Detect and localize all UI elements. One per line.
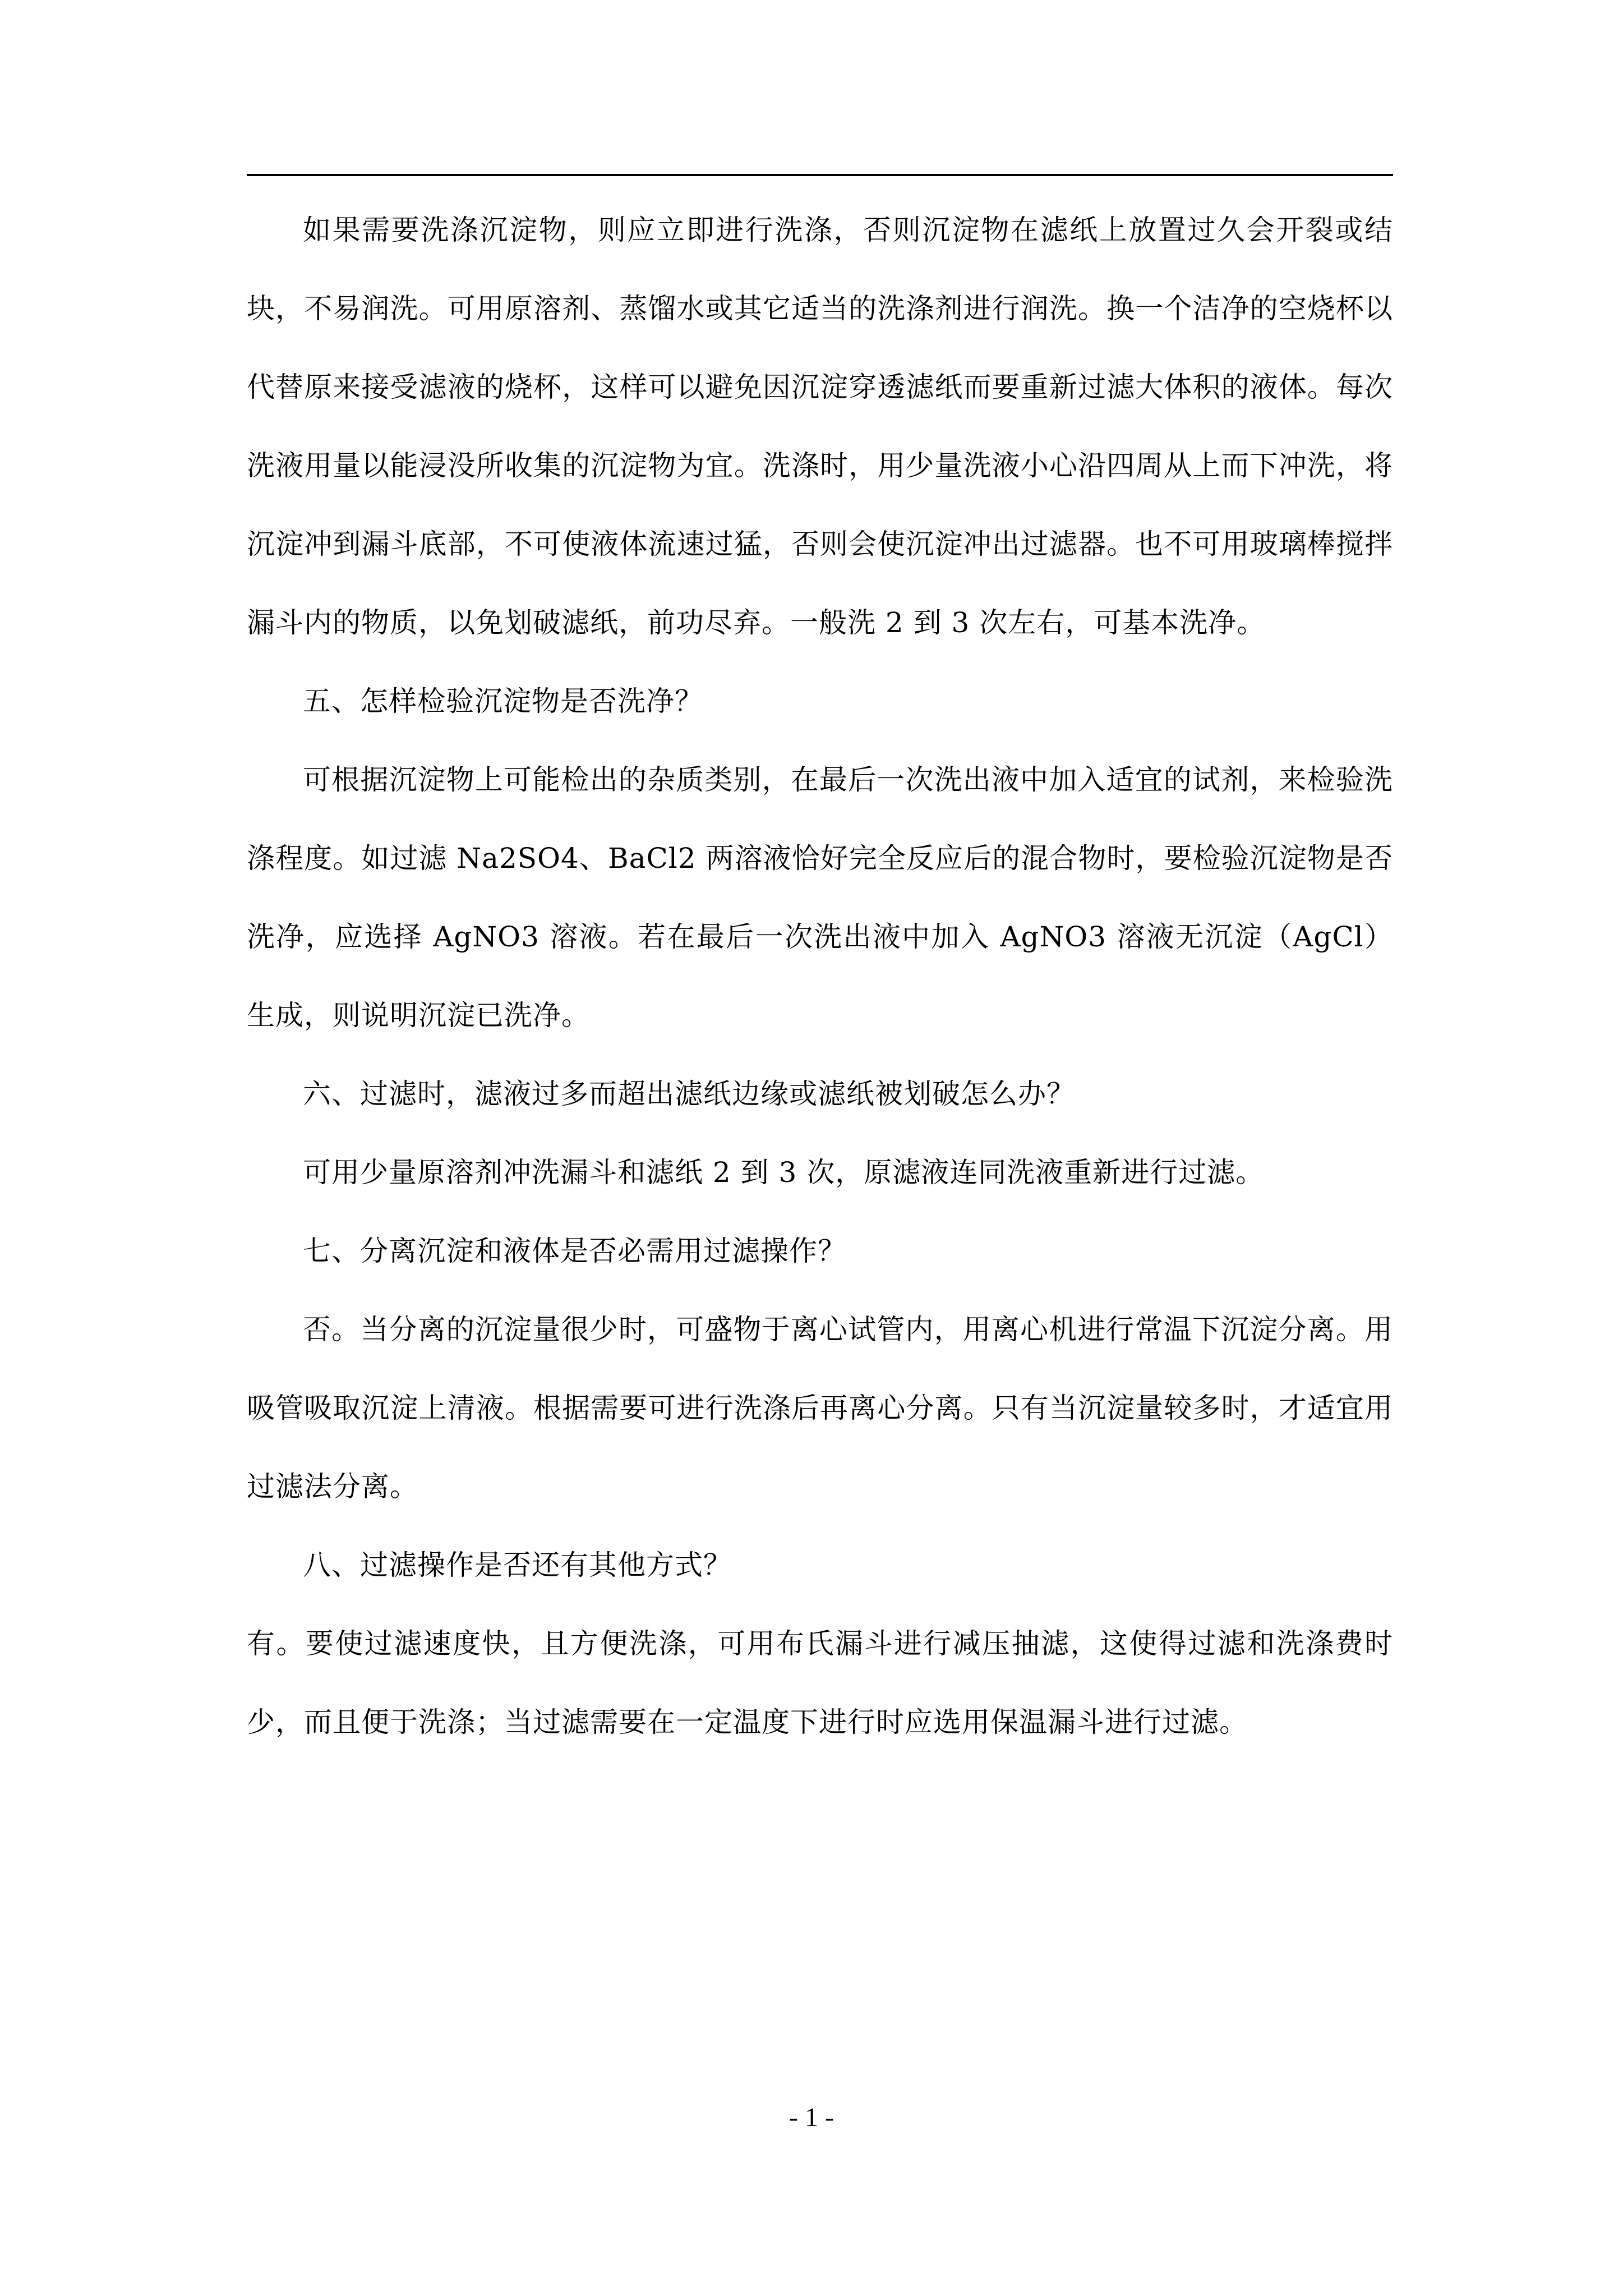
paragraph-answer-6: 可用少量原溶剂冲洗漏斗和滤纸 2 到 3 次，原滤液连同洗液重新进行过滤。	[303, 1156, 1265, 1189]
question-heading-6: 六、过滤时，滤液过多而超出滤纸边缘或滤纸被划破怎么办？	[303, 1078, 1075, 1110]
document-body	[247, 191, 1393, 1761]
paragraph-washing-precipitate: 如果需要洗涤沉淀物，则应立即进行洗涤，否则沉淀物在滤纸上放置过久会开裂或结块，不易润洗。可用原溶剂、蒸馏水或其它适当的洗涤剂进行润洗。换一个洁净的空烧杯以代替原来接受滤液的烧杯，这样可以避免因沉淀穿透滤纸而要重新过滤大体积的液体。每次洗液用量以能浸没所收集的沉淀物为宜。洗涤时，用少量洗液小心沿四周从上而下冲洗，将沉淀冲到漏斗底部，不可使液体流速过猛，否则会使沉淀冲出过滤器。也不可用玻璃棒搅拌漏斗内的物质，以免划破滤纸，前功尽弃。一般洗 2 到 3 次左右，可基本洗净。	[247, 214, 1393, 639]
paragraph-answer-8: 有。要使过滤速度快，且方便洗涤，可用布氏漏斗进行减压抽滤，这使得过滤和洗涤费时少，而且便于洗涤；当过滤需要在一定温度下进行时应选用保温漏斗进行过滤。	[247, 1627, 1393, 1738]
paragraph-answer-5: 可根据沉淀物上可能检出的杂质类别，在最后一次洗出液中加入适宜的试剂，来检验洗涤程度。如过滤 Na2SO4、BaCl2 两溶液恰好完全反应后的混合物时，要检验沉淀物是否洗净，应选择 AgNO3 溶液。若在最后一次洗出液中加入 AgNO3 溶液无沉淀（AgCl）生成，则说明沉淀已洗净。	[247, 763, 1393, 1032]
header-rule	[247, 174, 1393, 176]
question-heading-7: 七、分离沉淀和液体是否必需用过滤操作？	[303, 1235, 846, 1267]
paragraph-answer-7: 否。当分离的沉淀量很少时，可盛物于离心试管内，用离心机进行常温下沉淀分离。用吸管吸取沉淀上清液。根据需要可进行洗涤后再离心分离。只有当沉淀量较多时，才适宜用过滤法分离。	[247, 1313, 1393, 1503]
question-heading-5: 五、怎样检验沉淀物是否洗净？	[303, 685, 703, 717]
page-number: - 1 -	[789, 2102, 834, 2132]
question-heading-8: 八、过滤操作是否还有其他方式？	[303, 1549, 732, 1581]
